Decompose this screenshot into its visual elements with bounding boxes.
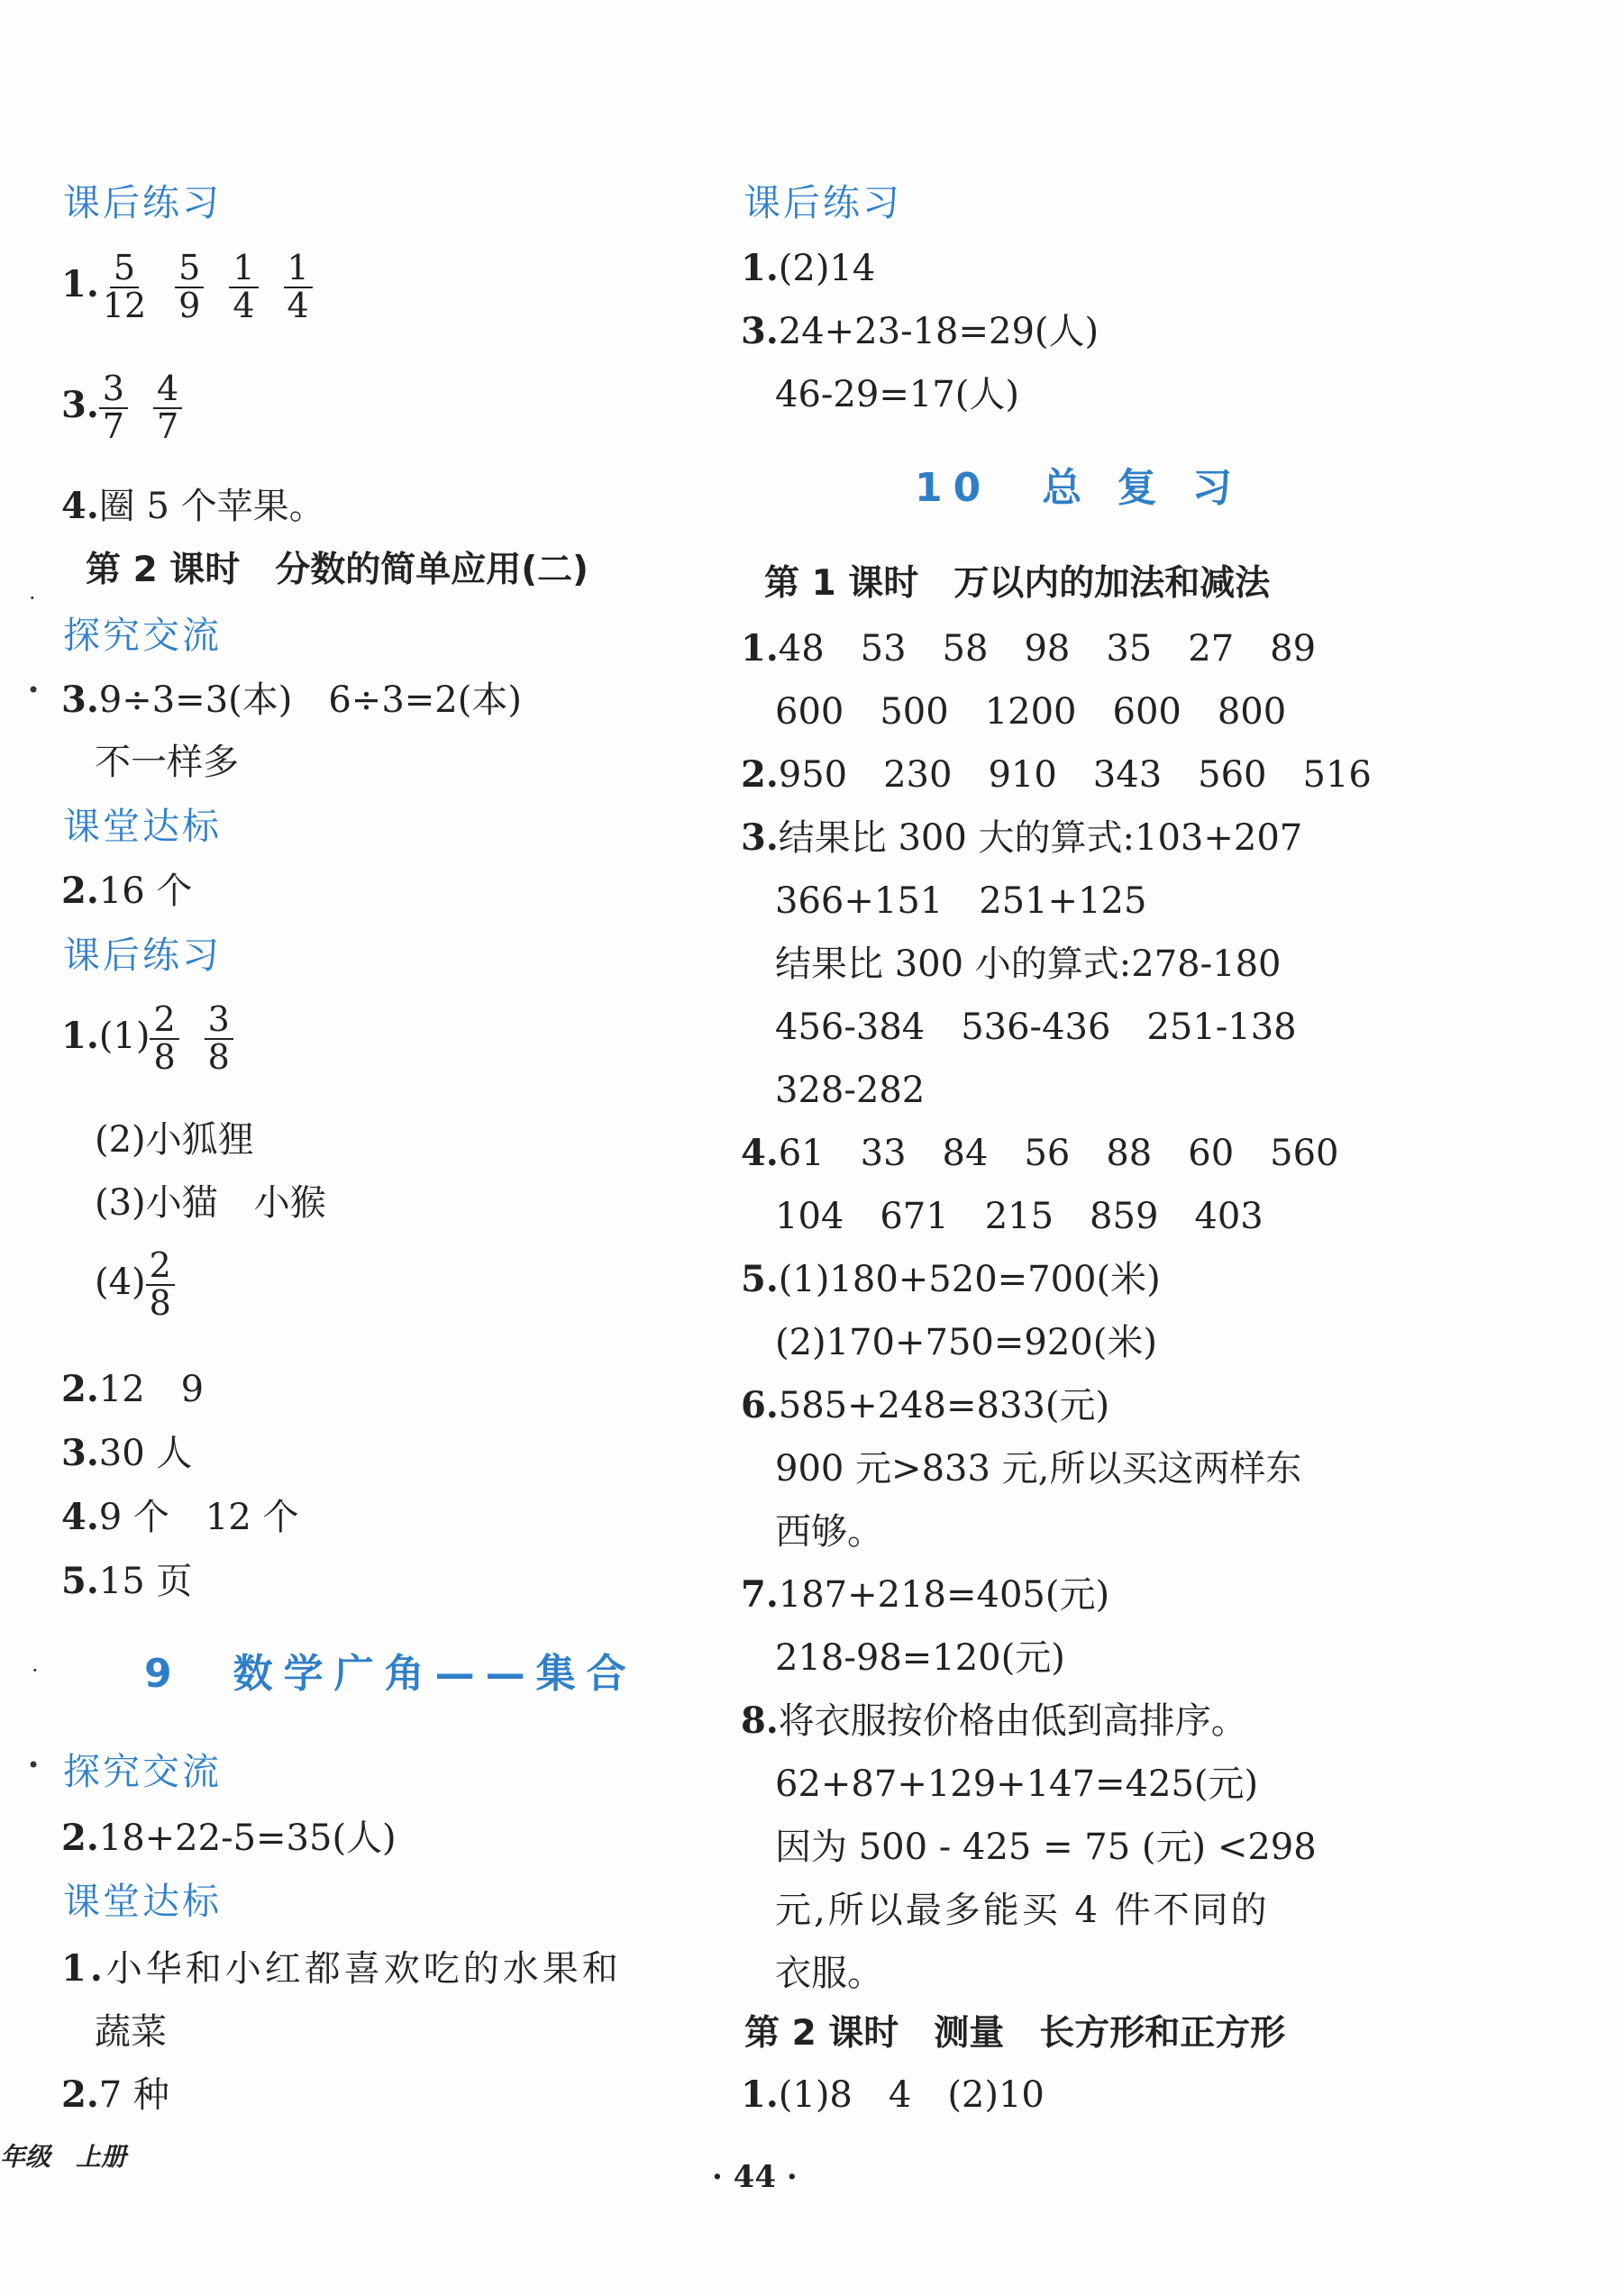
fraction: $\frac{5}{9}$	[175, 251, 204, 324]
answer-1	[741, 247, 876, 289]
item-number: 5.	[741, 1258, 779, 1300]
answer-text: (3)小猫 小猴	[95, 1182, 326, 1224]
answer-7	[741, 1573, 1110, 1616]
margin-mark: ·	[29, 586, 36, 611]
lesson-title: 第 1 课时 万以内的加法和减法	[764, 563, 1271, 604]
answer-text: 15 页	[98, 1561, 193, 1602]
answer-text: (2)14	[778, 248, 876, 289]
answer-3	[61, 371, 207, 445]
item-number: 5.	[61, 1560, 99, 1602]
answer-continuation: 366+151 251+125	[775, 880, 1147, 922]
answer-text: 950 230 910 343 560 516	[778, 754, 1372, 796]
answer-3	[61, 1432, 193, 1474]
answer-4	[741, 1132, 1339, 1174]
item-number: 6.	[741, 1384, 779, 1426]
answer-6	[741, 1384, 1110, 1426]
answer-continuation: 蔬菜	[95, 2011, 167, 2053]
item-number: 3.	[741, 310, 779, 352]
margin-mark: •	[27, 678, 41, 703]
answer-text: 12 9	[98, 1369, 205, 1410]
answer-continuation: 328-282	[775, 1070, 926, 1111]
answer-text: 9÷3=3(本) 6÷3=2(本)	[98, 679, 522, 721]
answer-text: 187+218=405(元)	[778, 1574, 1110, 1616]
item-number: 1.	[61, 262, 99, 305]
item-number: 3.	[741, 816, 779, 859]
answer-continuation: 不一样多	[95, 742, 239, 783]
answer-continuation: 600 500 1200 600 800	[775, 691, 1287, 733]
item-number: 2.	[61, 2073, 99, 2116]
answer-2	[61, 2073, 169, 2116]
sub-label: (1)	[98, 1015, 151, 1057]
fraction: $\frac{2}{8}$	[146, 1248, 175, 1322]
answer-text: (1)8 4 (2)10	[778, 2074, 1045, 2116]
item-number: 2.	[741, 753, 779, 796]
item-number: 2.	[61, 1368, 99, 1410]
fraction: $\frac{5}{12}$	[102, 248, 147, 325]
fraction: $\frac{4}{7}$	[153, 371, 182, 445]
fraction: $\frac{1}{4}$	[229, 251, 258, 324]
sub-label: (4)	[95, 1261, 146, 1303]
answer-1	[741, 627, 1317, 670]
item-number: 4.	[61, 1496, 99, 1538]
answer-text: (1)180+520=700(米)	[778, 1259, 1161, 1300]
answer-5	[61, 1560, 193, 1602]
answer-continuation: 900 元>833 元,所以买这两样东	[775, 1448, 1302, 1490]
answer-1-4	[95, 1245, 200, 1323]
answer-continuation: 衣服。	[775, 1953, 883, 1994]
answer-1	[61, 1947, 622, 1990]
answer-text: 61 33 84 56 88 60 560	[778, 1133, 1339, 1174]
answer-continuation: 因为 500 - 425 = 75 (元) <298	[775, 1827, 1317, 1868]
item-number: 3.	[61, 383, 99, 426]
answer-continuation: 西够。	[775, 1511, 883, 1553]
fraction: $\frac{2}{8}$	[150, 1002, 178, 1076]
answer-text: 圈 5 个苹果。	[98, 486, 325, 527]
answer-continuation: 46-29=17(人)	[775, 374, 1019, 415]
answer-3	[741, 816, 1303, 859]
answer-continuation: 104 671 215 859 403	[775, 1196, 1264, 1237]
section-heading: 课后练习	[744, 181, 902, 224]
margin-mark: ·	[32, 1658, 39, 1683]
lesson-title: 第 2 课时 测量 长方形和正方形	[744, 2013, 1286, 2054]
section-heading: 课后练习	[63, 181, 222, 224]
answer-text: (2)小狐狸	[95, 1119, 254, 1161]
answer-1	[61, 999, 259, 1077]
answer-1	[61, 248, 338, 325]
book-grade-label: 年级 上册	[0, 2142, 127, 2172]
answer-4	[61, 485, 325, 527]
answer-text: 30 人	[98, 1433, 193, 1474]
item-number: 1.	[741, 627, 779, 670]
item-number: 3.	[61, 679, 99, 721]
item-number: 2.	[61, 1817, 99, 1859]
answer-2	[61, 1368, 205, 1410]
section-heading: 课堂达标	[63, 805, 222, 848]
answer-text: 18+22-5=35(人)	[98, 1818, 397, 1859]
section-heading: 课堂达标	[63, 1880, 222, 1923]
answer-3	[61, 679, 522, 721]
answer-8	[741, 1699, 1247, 1742]
answer-text: 小华和小红都喜欢吃的水果和	[105, 1948, 622, 1990]
item-number: 3.	[61, 1432, 99, 1474]
item-number: 2.	[61, 870, 99, 912]
item-number: 1.	[741, 247, 779, 289]
answer-2	[741, 753, 1372, 796]
answer-4	[61, 1496, 299, 1538]
answer-continuation: 结果比 300 小的算式:278-180	[775, 943, 1282, 985]
page-number: · 44 ·	[712, 2159, 798, 2195]
answer-text: 48 53 58 98 35 27 89	[778, 628, 1317, 670]
section-heading: 探究交流	[63, 614, 222, 657]
unit-title: 10 总 复 习	[915, 465, 1243, 511]
answer-text: 24+23-18=29(人)	[778, 311, 1099, 352]
answer-3	[741, 310, 1099, 352]
item-number: 7.	[741, 1573, 779, 1616]
item-number: 1.	[61, 1947, 106, 1990]
answer-continuation: 456-384 536-436 251-138	[775, 1007, 1297, 1048]
answer-continuation: (2)170+750=920(米)	[775, 1322, 1157, 1363]
margin-mark: •	[27, 1753, 41, 1778]
item-number: 1.	[61, 1014, 99, 1057]
item-number: 4.	[741, 1132, 779, 1174]
fraction: $\frac{1}{4}$	[284, 251, 313, 324]
answer-text: 结果比 300 大的算式:103+207	[778, 817, 1303, 859]
answer-continuation: 元,所以最多能买 4 件不同的	[775, 1890, 1270, 1931]
section-heading: 课后练习	[63, 934, 222, 977]
item-number: 4.	[61, 485, 99, 527]
answer-text: 585+248=833(元)	[778, 1385, 1110, 1426]
item-number: 1.	[741, 2073, 779, 2116]
section-heading: 探究交流	[63, 1750, 222, 1793]
answer-1	[741, 2073, 1045, 2116]
unit-title: 9 数学广角——集合	[144, 1651, 637, 1697]
answer-continuation: 218-98=120(元)	[775, 1637, 1065, 1679]
answer-2	[61, 1817, 397, 1859]
answer-text: 将衣服按价格由低到高排序。	[778, 1700, 1247, 1742]
answer-text: 9 个 12 个	[98, 1497, 299, 1538]
fraction: $\frac{3}{8}$	[205, 1002, 233, 1076]
answer-5	[741, 1258, 1161, 1300]
item-number: 8.	[741, 1699, 779, 1742]
fraction: $\frac{3}{7}$	[99, 371, 128, 445]
answer-text: 16 个	[98, 870, 193, 912]
answer-continuation: 62+87+129+147=425(元)	[775, 1763, 1259, 1805]
answer-2	[61, 870, 193, 912]
answer-text: 7 种	[98, 2074, 169, 2116]
lesson-title: 第 2 课时 分数的简单应用(二)	[86, 550, 588, 590]
